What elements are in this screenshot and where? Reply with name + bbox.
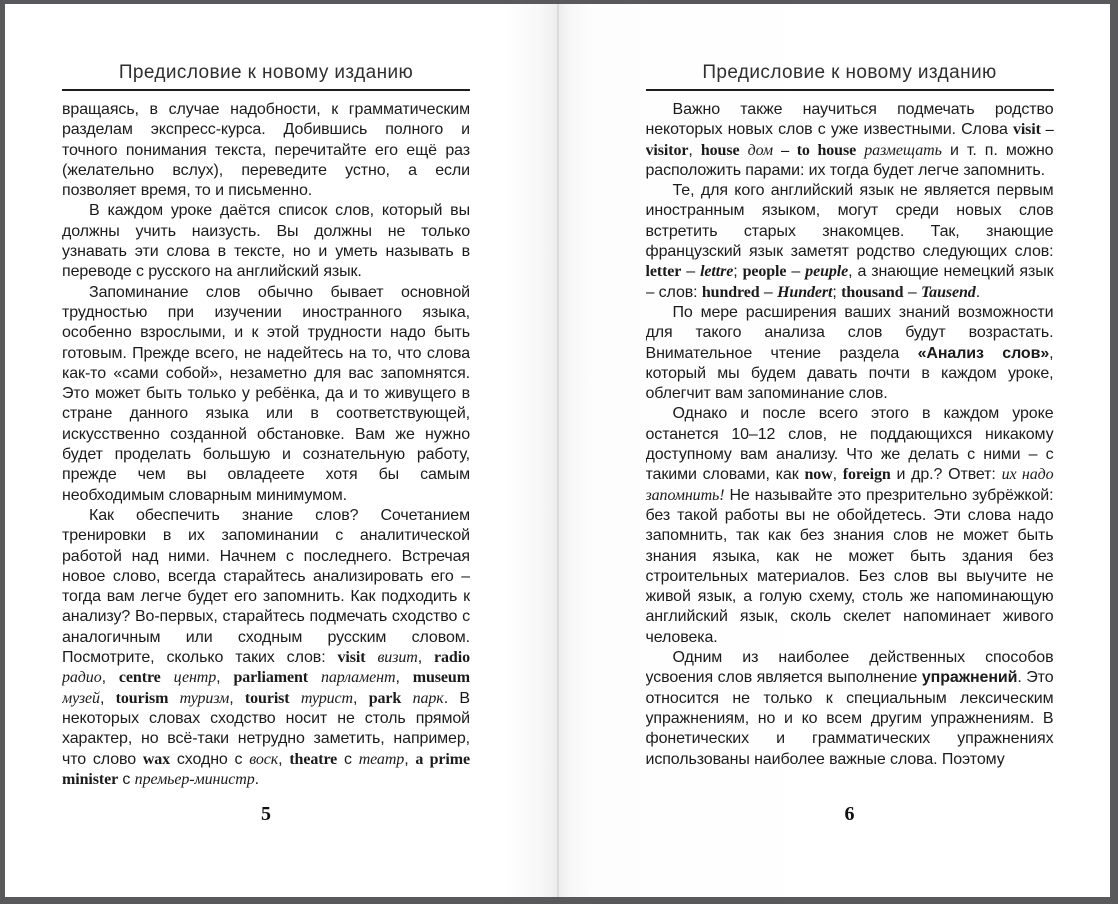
emphasis-run: – to house bbox=[781, 141, 857, 159]
page-body bbox=[646, 100, 1054, 770]
emphasis-run: Hundert bbox=[777, 283, 833, 301]
text-run: , bbox=[688, 141, 701, 159]
page-right bbox=[558, 4, 1111, 897]
emphasis-run: museum bbox=[412, 669, 470, 687]
text-run: ; bbox=[733, 263, 743, 281]
text-run: . В некоторых словах сходство носит не столь прямой характер, но всё-таки нетрудно заметить, например, что слово bbox=[62, 689, 470, 768]
book-spine bbox=[557, 4, 558, 897]
text-run bbox=[168, 690, 179, 707]
emphasis-run: visit bbox=[337, 649, 366, 667]
page-number: 6 bbox=[844, 803, 855, 825]
emphasis-run: parliament bbox=[233, 669, 309, 687]
page-body bbox=[62, 100, 470, 790]
text-run: В каждом уроке даётся список слов, который вы должны учить наизусть. Вы должны не только узнавать эти слова в тексте, но и уметь называть в переводе с русского на английский язык. bbox=[62, 202, 470, 281]
text-run: , bbox=[216, 669, 234, 687]
text-run bbox=[401, 690, 412, 707]
text-run: , bbox=[417, 649, 435, 667]
emphasis-run: визит bbox=[377, 649, 418, 667]
text-run: , bbox=[101, 669, 119, 687]
emphasis-run: центр bbox=[173, 669, 217, 687]
emphasis-run: people bbox=[742, 263, 787, 281]
text-run: ; bbox=[832, 283, 842, 301]
text-run: , bbox=[832, 466, 843, 484]
text-run: , который мы будем давать почти в каждом уроке, облегчит вам запоминание слов. bbox=[645, 344, 1054, 403]
emphasis-run: размещать bbox=[864, 141, 942, 159]
text-run bbox=[308, 669, 321, 686]
emphasis-run: Tausend bbox=[920, 283, 976, 301]
text-run: , bbox=[99, 689, 116, 707]
emphasis-run: lettre bbox=[700, 263, 734, 281]
emphasis-run: wax bbox=[142, 750, 171, 768]
paragraph bbox=[62, 201, 470, 282]
paragraph bbox=[62, 506, 470, 790]
text-run: сходно с bbox=[170, 750, 250, 768]
running-header bbox=[62, 4, 470, 91]
emphasis-run: воск bbox=[249, 750, 279, 768]
emphasis-run: дом bbox=[747, 141, 773, 159]
emphasis-run: foreign bbox=[842, 466, 891, 484]
emphasis-run: a prime minister bbox=[62, 750, 470, 788]
emphasis-run: radio bbox=[434, 649, 470, 667]
emphasis-run: thousand bbox=[841, 283, 904, 301]
text-run: – bbox=[786, 263, 806, 281]
emphasis-run: letter bbox=[645, 263, 682, 281]
running-header bbox=[646, 4, 1054, 91]
paragraph bbox=[62, 283, 470, 506]
text-run: По мере расширения ваших знаний возможности для такого анализа слов будут возрастать. Внимательное чтение раздела bbox=[645, 303, 1054, 362]
text-run bbox=[290, 690, 301, 707]
emphasis-run: турист bbox=[300, 689, 354, 707]
text-run: . Это относится не только к специальным лексическим упражнениям, но и ко всем другим упражнениям. В фонетических и грамматических упражнениях использованы наиболее важные слова. Поэтому bbox=[645, 669, 1054, 768]
emphasis-run: centre bbox=[118, 669, 161, 687]
text-run: Запоминание слов обычно бывает основной трудностью при изучении иностранного языка, особенно взрослыми, и к этой трудности надо быть готовым. Прежде всего, не надейтесь на то, что слова как-то «сами собой», незаметно для вас запомнятся. Это может быть только у ребёнка, да и то живущего в стране данного языка или в соответствующей, искусственно созданной обстановке. Вам же нужно будет проделать большую и сознательную работу, прежде чем вы овладеете хотя бы самым необходимым словарным минимумом. bbox=[62, 283, 470, 504]
emphasis-run: туризм bbox=[179, 689, 230, 707]
text-run: с bbox=[118, 770, 135, 788]
page-left bbox=[5, 4, 558, 897]
text-run bbox=[739, 142, 747, 159]
emphasis-run: now bbox=[804, 466, 833, 484]
header-rule bbox=[62, 89, 470, 91]
emphasis-run: visit – visitor bbox=[645, 121, 1054, 159]
text-run: . bbox=[975, 283, 981, 301]
page-right-column bbox=[646, 4, 1054, 897]
paragraph bbox=[646, 404, 1054, 648]
paragraph bbox=[646, 648, 1054, 770]
page-number: 5 bbox=[261, 803, 271, 825]
text-run: – bbox=[681, 263, 701, 281]
text-run bbox=[161, 669, 174, 686]
text-run: , bbox=[229, 689, 245, 707]
emphasis-run: парк bbox=[412, 689, 444, 707]
emphasis-run: парламент bbox=[320, 669, 396, 687]
text-run: Однако и после всего этого в каждом уроке останется 10–12 слов, не поддающихся никакому доступному вам анализу. Что же делать с ними – с такими словами, как bbox=[645, 405, 1054, 484]
text-run: Те, для кого английский язык не является первым иностранным языком, могут среди новых слов встретить старых знакомцев. Так, знающие французский язык заметят родство следующих слов: bbox=[645, 182, 1054, 261]
paragraph bbox=[646, 100, 1054, 181]
emphasis-run: house bbox=[700, 141, 740, 159]
text-run bbox=[773, 142, 781, 159]
emphasis-run: их надо запомнить! bbox=[645, 466, 1054, 504]
text-run: вращаясь, в случае надобности, к грамматическим разделам экспресс-курса. Добившись полного и точного понимания текста, перечитайте его ещё раз (желательно вслух), переведите устно, а если позволяет время, то и письменно. bbox=[62, 101, 470, 200]
text-run: и др.? Ответ: bbox=[890, 466, 1002, 484]
text-run: , bbox=[353, 689, 369, 707]
text-run: , bbox=[395, 669, 413, 687]
emphasis-run: peuple bbox=[805, 263, 849, 281]
text-run: Важно также научиться подмечать родство некоторых новых слов с уже известными. Слова bbox=[645, 101, 1054, 139]
emphasis-run: theatre bbox=[289, 750, 338, 768]
emphasis-run: park bbox=[368, 689, 402, 707]
text-run: – bbox=[903, 283, 921, 301]
paragraph bbox=[646, 181, 1054, 303]
text-run: – bbox=[759, 283, 778, 301]
running-header-title: Предисловие к новому изданию bbox=[118, 62, 414, 83]
text-run: и т. п. можно расположить парами: их тогда будет легче запомнить. bbox=[645, 141, 1054, 179]
emphasis-run: премьер-министр bbox=[134, 770, 255, 788]
text-run: . bbox=[254, 770, 259, 788]
text-run: Как обеспечить знание слов? Сочетанием тренировки в их запоминании с аналитической работой над ними. Начнем с последнего. Встречая новое слово, всегда старайтесь анализировать его – тогда вам легче будет его запомнить. Как подходить к анализу? Во-первых, старайтесь подмечать сходство с аналогичным или сходным русским словом. Посмотрите, сколько таких слов: bbox=[62, 506, 470, 667]
text-run: Одним из наиболее действенных способов усвоения слов является выполнение bbox=[645, 649, 1054, 687]
text-run: Не называйте это презрительно зубрёжкой: без такой работы вы не обойдетесь. Эти слова надо запомнить, так как без знания слов не может быть знания языка, как не может быть здания без строительных материалов. Без слов вы выучите не живой язык, а голую схему, столь же напоминающую английский язык, сколь скелет напоминает живого человека. bbox=[645, 486, 1054, 646]
text-run: , bbox=[404, 750, 416, 768]
emphasis-run: радио bbox=[62, 669, 102, 687]
emphasis-run: hundred bbox=[701, 283, 760, 301]
text-run: , bbox=[278, 750, 290, 768]
emphasis-run: театр bbox=[358, 750, 405, 768]
text-run bbox=[365, 649, 377, 666]
page-left-column bbox=[62, 4, 470, 897]
header-rule bbox=[646, 89, 1054, 91]
emphasis-run: «Анализ слов» bbox=[917, 344, 1050, 362]
paragraph bbox=[646, 303, 1054, 404]
text-run: с bbox=[337, 750, 359, 768]
emphasis-run: tourist bbox=[244, 689, 290, 707]
open-book-pages bbox=[5, 4, 1110, 897]
text-run: , а знающие немецкий язык – слов: bbox=[645, 263, 1054, 301]
emphasis-run: упражнений bbox=[921, 669, 1018, 687]
emphasis-run: tourism bbox=[115, 689, 169, 707]
running-header-title: Предисловие к новому изданию bbox=[702, 62, 997, 83]
emphasis-run: музей bbox=[62, 689, 100, 707]
paragraph bbox=[62, 100, 470, 201]
